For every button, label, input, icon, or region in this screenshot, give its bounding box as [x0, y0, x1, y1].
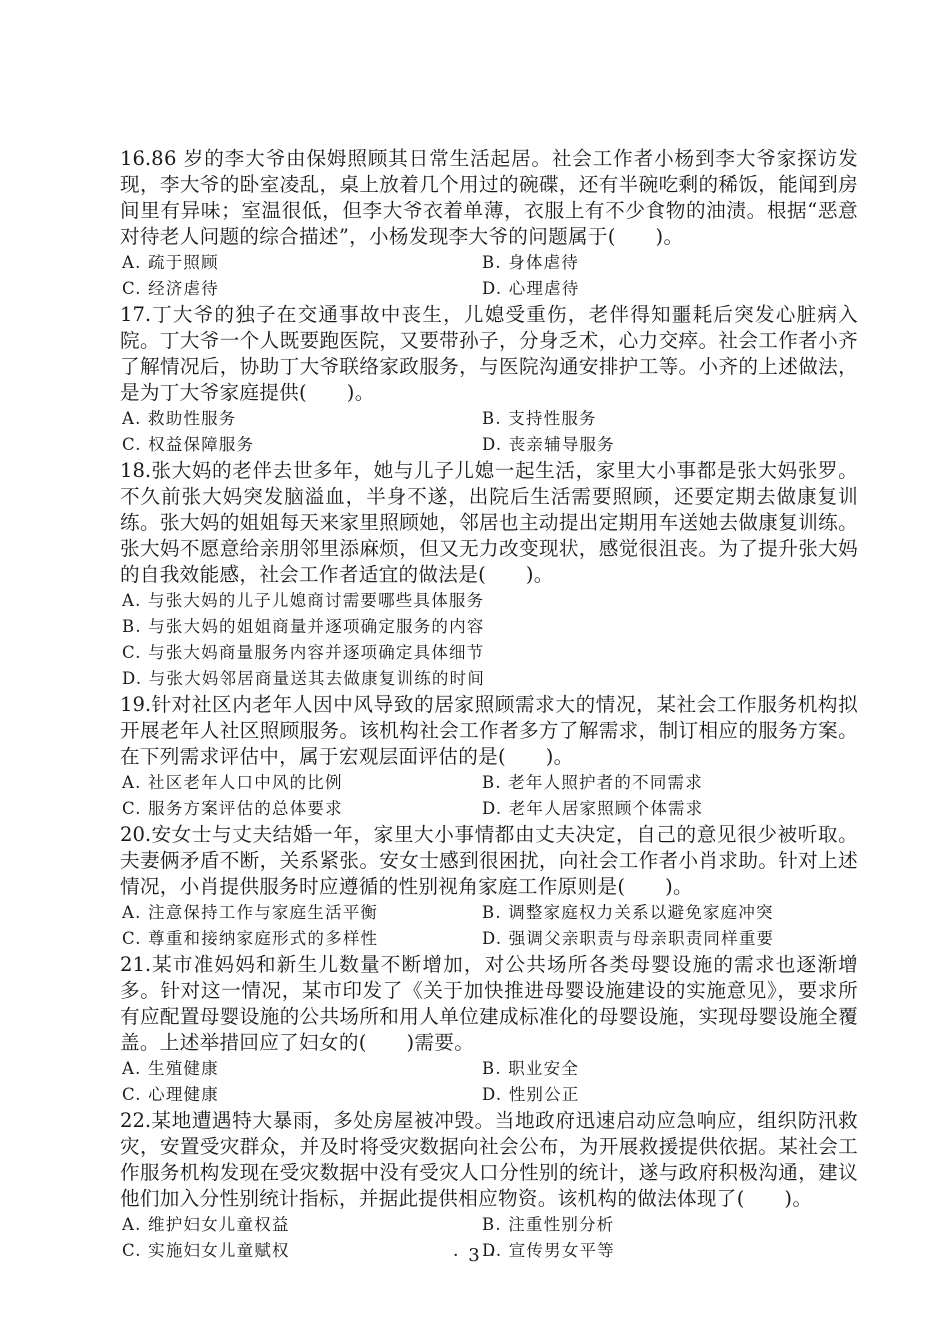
question-21 — [120, 952, 858, 1108]
options — [120, 900, 858, 952]
question-text: 张大妈的老伴去世多年，她与儿子儿媳一起生活，家里大小事都是张大妈张罗。不久前张大妈突发脑溢血，半身不遂，出院后生活需要照顾，还要定期去做康复训练。张大妈的姐姐每天来家里照顾她，邻居也主动提出定期用车送她去做康复训练。张大妈不愿意给亲朋邻里添麻烦，但又无力改变现状，感觉很沮丧。为了提升张大妈的自我效能感，社会工作者适宜的做法是( )。 — [120, 459, 858, 586]
option-b: B. 支持性服务 — [482, 409, 597, 428]
question-text: 某地遭遇特大暴雨，多处房屋被冲毁。当地政府迅速启动应急响应，组织防汛救灾，安置受灾群众，并及时将受灾数据向社会公布，为开展救援提供依据。某社会工作服务机构发现在受灾数据中没有受灾人口分性别的统计，遂与政府积极沟通，建议他们加入分性别统计指标，并据此提供相应物资。该机构的做法体现了( )。 — [120, 1109, 858, 1210]
option-d: D. 与张大妈邻居商量送其去做康复训练的时间 — [122, 669, 486, 688]
question-number: 16. — [120, 147, 152, 170]
options — [120, 588, 858, 692]
question-stem — [120, 822, 858, 900]
question-number: 21. — [120, 953, 152, 976]
question-18 — [120, 458, 858, 692]
question-stem — [120, 952, 858, 1056]
option-c: C. 权益保障服务 — [122, 435, 255, 454]
question-number: 18. — [120, 459, 152, 482]
option-d: D. 心理虐待 — [482, 279, 580, 298]
question-number: 19. — [120, 693, 152, 716]
option-d: D. 性别公正 — [482, 1085, 580, 1104]
option-a: A. 与张大妈的儿子儿媳商讨需要哪些具体服务 — [122, 591, 485, 610]
question-stem — [120, 692, 858, 770]
option-b: B. 调整家庭权力关系以避免家庭冲突 — [482, 903, 774, 922]
option-c: C. 实施妇女儿童赋权 — [122, 1241, 290, 1260]
options — [120, 1056, 858, 1108]
question-stem — [120, 302, 858, 406]
question-20 — [120, 822, 858, 952]
question-text: 安女士与丈夫结婚一年，家里大小事情都由丈夫决定，自己的意见很少被听取。夫妻俩矛盾不断，关系紧张。安女士感到很困扰，向社会工作者小肖求助。针对上述情况，小肖提供服务时应遵循的性别视角家庭工作原则是( )。 — [120, 823, 858, 898]
question-stem — [120, 458, 858, 588]
question-stem — [120, 146, 858, 250]
option-b: B. 与张大妈的姐姐商量并逐项确定服务的内容 — [122, 617, 485, 636]
option-a: A. 疏于照顾 — [122, 253, 219, 272]
option-c: C. 服务方案评估的总体要求 — [122, 799, 343, 818]
option-a: A. 生殖健康 — [122, 1059, 219, 1078]
option-d: D. 宣传男女平等 — [482, 1241, 615, 1260]
question-16 — [120, 146, 858, 302]
option-d: D. 强调父亲职责与母亲职责同样重要 — [482, 929, 775, 948]
option-d: D. 老年人居家照顾个体需求 — [482, 799, 704, 818]
question-17 — [120, 302, 858, 458]
page-number: · 3 · — [452, 1245, 498, 1266]
options — [120, 250, 858, 302]
question-text: 针对社区内老年人因中风导致的居家照顾需求大的情况，某社会工作服务机构拟开展老年人社区照顾服务。该机构社会工作者多方了解需求，制订相应的服务方案。在下列需求评估中，属于宏观层面评估的是( )。 — [120, 693, 858, 768]
option-c: C. 与张大妈商量服务内容并逐项确定具体细节 — [122, 643, 485, 662]
option-a: A. 维护妇女儿童权益 — [122, 1215, 290, 1234]
question-text: 86 岁的李大爷由保姆照顾其日常生活起居。社会工作者小杨到李大爷家探访发现，李大爷的卧室凌乱，桌上放着几个用过的碗碟，还有半碗吃剩的稀饭，能闻到房间里有异味；室温很低，但李大爷衣着单薄，衣服上有不少食物的油渍。根据“恶意对待老人问题的综合描述”，小杨发现李大爷的问题属于( )。 — [120, 147, 858, 248]
question-number: 20. — [120, 823, 152, 846]
option-c: C. 尊重和接纳家庭形式的多样性 — [122, 929, 379, 948]
question-19 — [120, 692, 858, 822]
question-text: 丁大爷的独子在交通事故中丧生，儿媳受重伤，老伴得知噩耗后突发心脏病入院。丁大爷一个人既要跑医院，又要带孙子，分身乏术，心力交瘁。社会工作者小齐了解情况后，协助丁大爷联络家政服务，与医院沟通安排护工等。小齐的上述做法，是为丁大爷家庭提供( )。 — [120, 303, 858, 404]
question-number: 17. — [120, 303, 152, 326]
option-a: A. 注意保持工作与家庭生活平衡 — [122, 903, 379, 922]
question-text: 某市准妈妈和新生儿数量不断增加，对公共场所各类母婴设施的需求也逐渐增多。针对这一情况，某市印发了《关于加快推进母婴设施建设的实施意见》，要求所有应配置母婴设施的公共场所和用人单位建成标准化的母婴设施，实现母婴设施全覆盖。上述举措回应了妇女的( )需要。 — [120, 953, 858, 1054]
option-d: D. 丧亲辅导服务 — [482, 435, 615, 454]
option-c: C. 心理健康 — [122, 1085, 219, 1104]
option-c: C. 经济虐待 — [122, 279, 219, 298]
question-number: 22. — [120, 1109, 152, 1132]
options — [120, 406, 858, 458]
question-stem — [120, 1108, 858, 1212]
option-b: B. 老年人照护者的不同需求 — [482, 773, 703, 792]
option-b: B. 注重性别分析 — [482, 1215, 615, 1234]
option-a: A. 社区老年人口中风的比例 — [122, 773, 343, 792]
options — [120, 770, 858, 822]
option-b: B. 身体虐待 — [482, 253, 580, 272]
option-a: A. 救助性服务 — [122, 409, 237, 428]
question-22 — [120, 1108, 858, 1264]
option-b: B. 职业安全 — [482, 1059, 580, 1078]
